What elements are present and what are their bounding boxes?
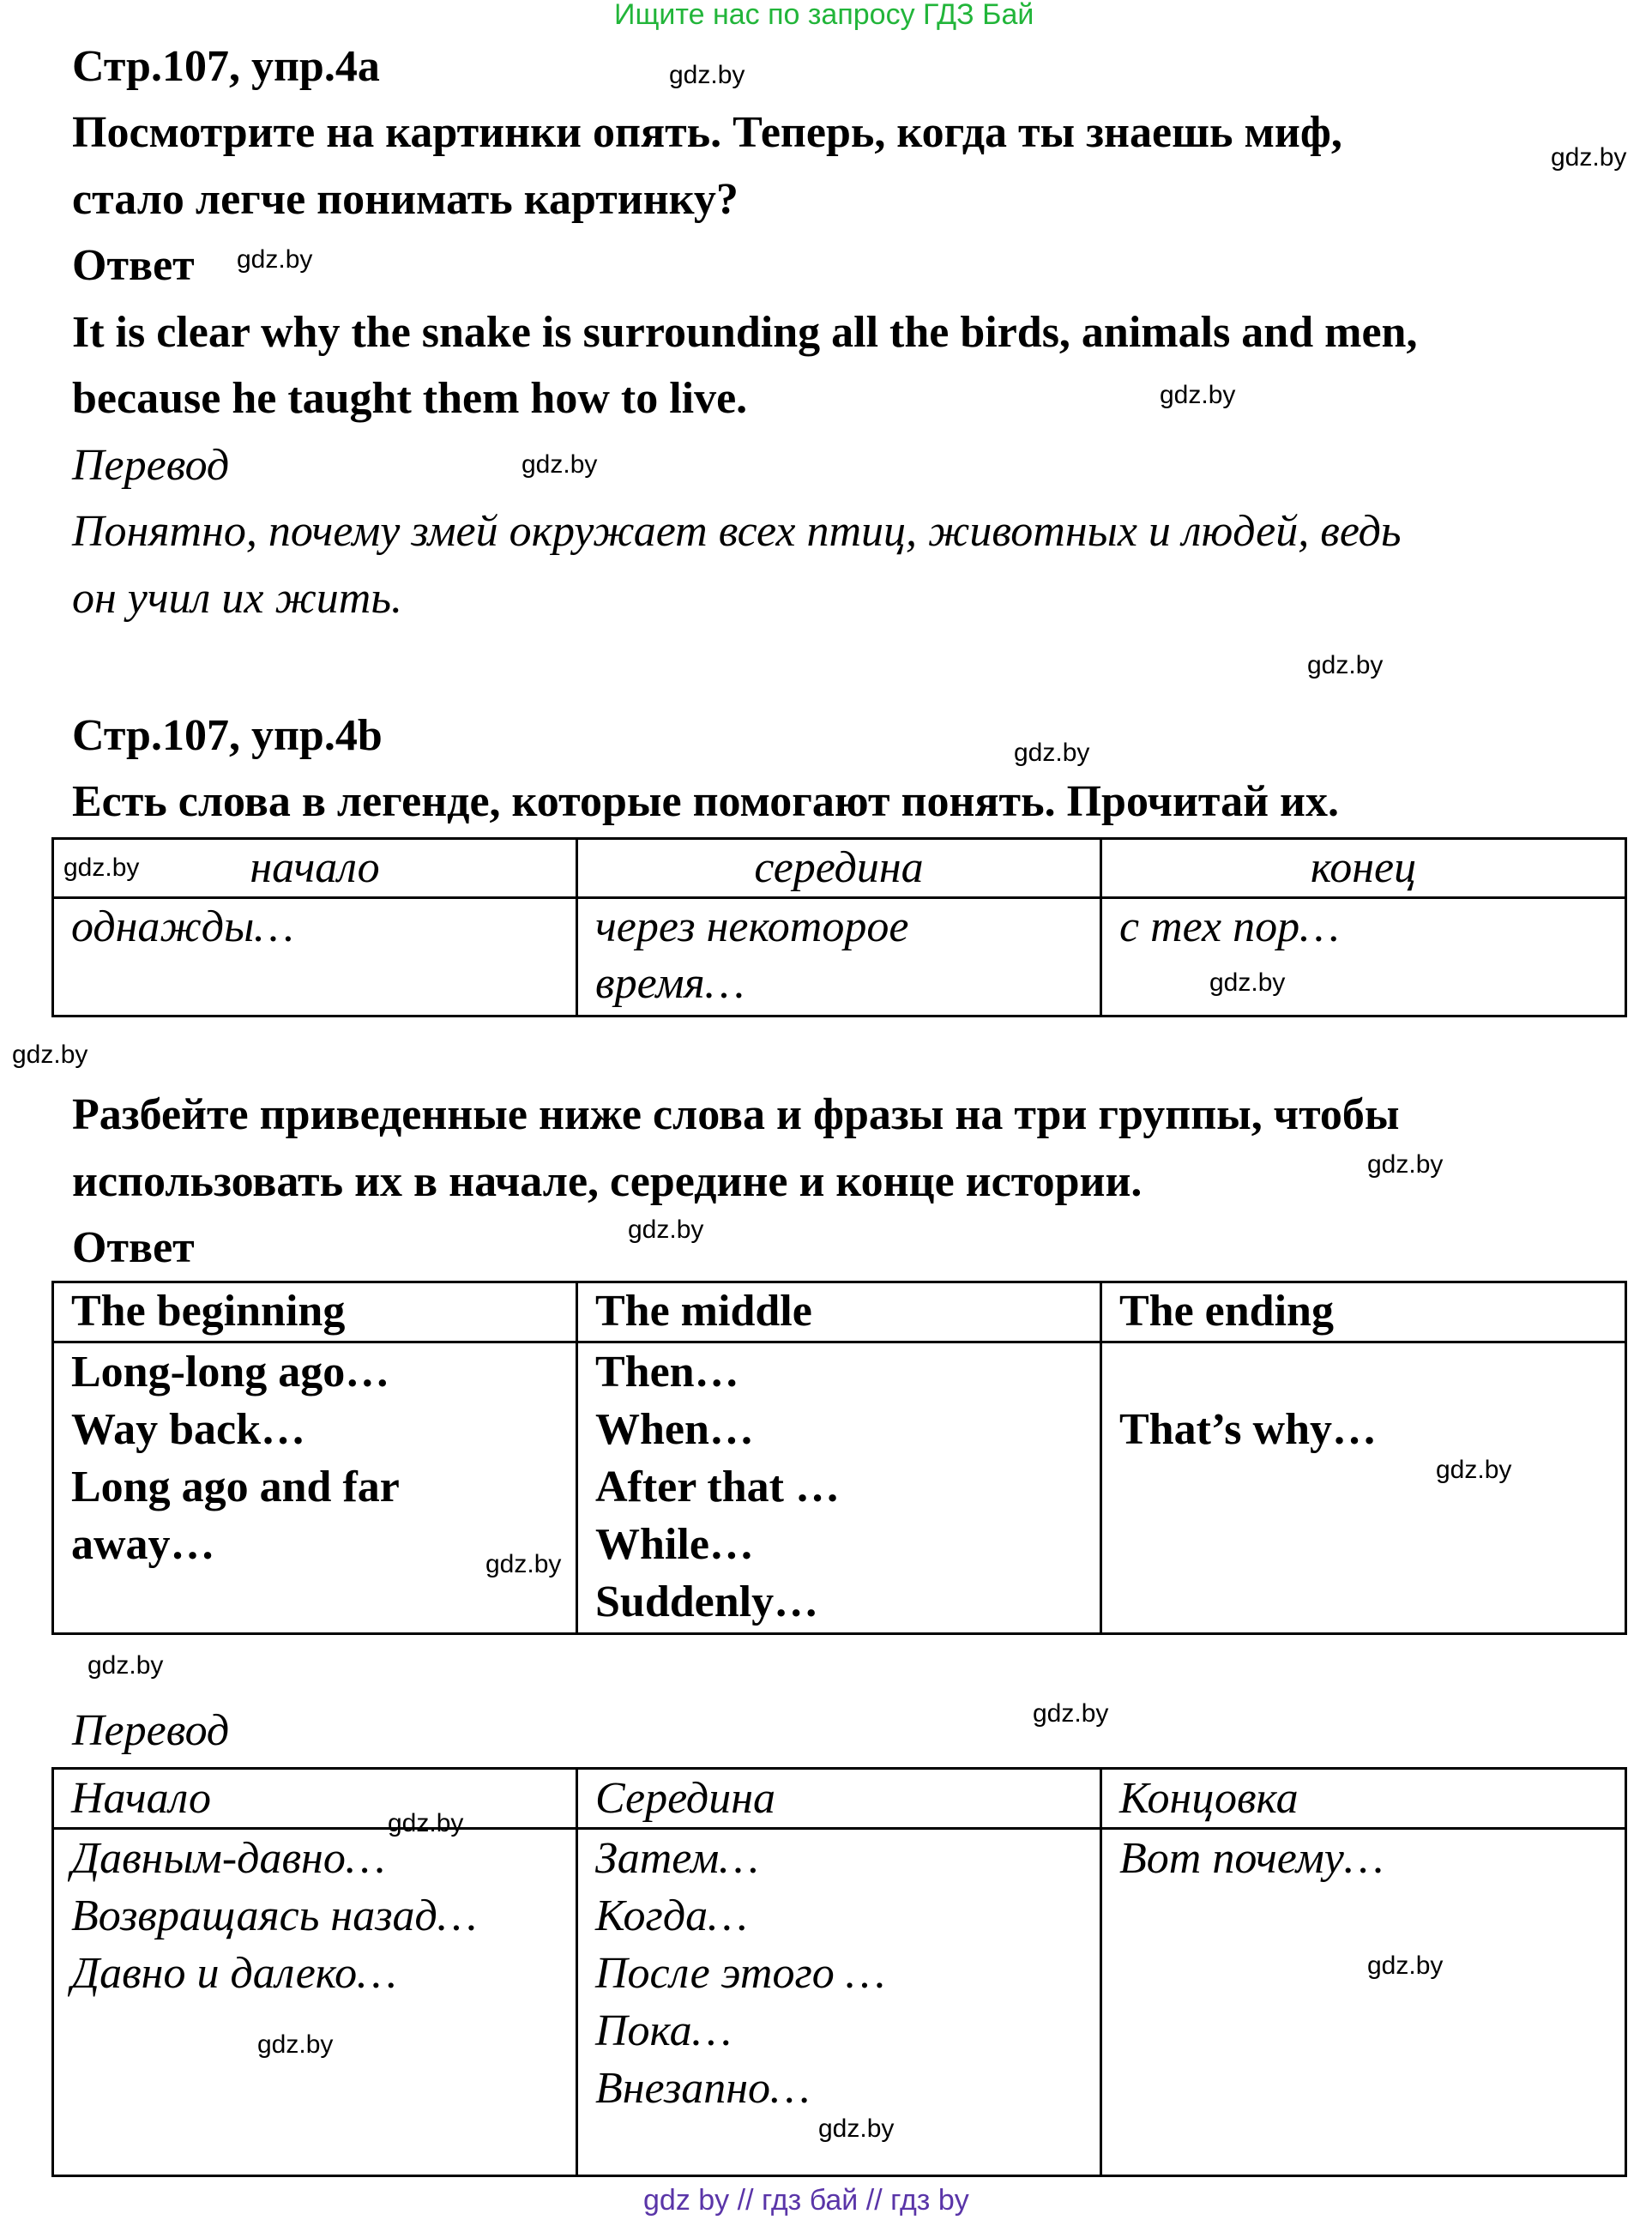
footer-links[interactable]: gdz by // гдз бай // гдз by: [643, 2184, 969, 2217]
cell-text: Возвращаясь назад…: [71, 1891, 478, 1940]
cell-text: away…: [71, 1520, 215, 1569]
watermark: gdz.by: [87, 1651, 164, 1680]
watermark: gdz.by: [628, 1216, 704, 1244]
watermark: gdz.by: [257, 2030, 334, 2059]
cell-text: Suddenly…: [595, 1578, 819, 1626]
cell-text: через некоторое: [595, 902, 909, 951]
words-table-cell-end: [1101, 898, 1626, 1016]
translation-table-header-middle: Середина: [577, 1769, 1101, 1829]
cell-text: Пока…: [595, 2006, 732, 2055]
cell-text: After that …: [595, 1463, 840, 1511]
cell-text: Way back…: [71, 1405, 306, 1454]
cell-text: Давно и далеко…: [71, 1949, 397, 1998]
words-table-cell-middle: [577, 898, 1101, 1016]
translation-table-header-ending: Концовка: [1101, 1769, 1626, 1829]
ex4b-task-line-2: использовать их в начале, середине и конце истории.: [72, 1157, 1143, 1206]
watermark: gdz.by: [818, 2114, 895, 2143]
ex4a-question-line-2: стало легче понимать картинку?: [72, 175, 739, 224]
watermark: gdz.by: [1033, 1699, 1109, 1728]
story-table-header-ending: The ending: [1101, 1282, 1626, 1342]
cell-text: Внезапно…: [595, 2064, 811, 2113]
top-banner: Ищите нас по запросу ГДЗ Бай: [614, 0, 1034, 31]
words-table-header-end: конец: [1101, 839, 1626, 898]
translation-table-cell-beginning: [53, 1829, 577, 2176]
watermark: gdz.by: [522, 450, 598, 479]
cell-text: When…: [595, 1405, 754, 1454]
cell-text: После этого …: [595, 1949, 885, 1998]
watermark: gdz.by: [485, 1550, 562, 1578]
watermark: gdz.by: [669, 61, 745, 89]
watermark: gdz.by: [1014, 739, 1090, 767]
ex4a-question-line-1: Посмотрите на картинки опять. Теперь, когда ты знаешь миф,: [72, 108, 1342, 157]
watermark: gdz.by: [1307, 651, 1384, 679]
words-table-header-middle: середина: [577, 839, 1101, 898]
cell-text: Давным-давно…: [71, 1834, 386, 1883]
words-table-header-beginning: начало: [53, 839, 577, 898]
watermark: gdz.by: [1160, 381, 1236, 409]
ex4a-translation-line-1: Понятно, почему змей окружает всех птиц, животных и людей, ведь: [72, 507, 1402, 556]
cell-text: Затем…: [595, 1834, 759, 1883]
ex4a-answer-label: Ответ: [72, 241, 195, 290]
watermark: gdz.by: [237, 245, 313, 274]
story-parts-table: [51, 1281, 1627, 1635]
story-table-cell-ending: [1101, 1342, 1626, 1634]
cell-text: Когда…: [595, 1891, 748, 1940]
cell-text: While…: [595, 1520, 754, 1569]
story-table-header-middle: The middle: [577, 1282, 1101, 1342]
ex4b-answer-label: Ответ: [72, 1223, 195, 1272]
story-table-cell-beginning: [53, 1342, 577, 1634]
ex4a-translation-line-2: он учил их жить.: [72, 574, 403, 623]
story-table-cell-middle: [577, 1342, 1101, 1634]
cell-text: Long ago and far: [71, 1463, 400, 1511]
ex4a-answer-line-1: It is clear why the snake is surrounding all the birds, animals and men,: [72, 308, 1418, 357]
ex4b-heading: Стр.107, упр.4b: [72, 711, 383, 760]
cell-text: Then…: [595, 1348, 739, 1397]
cell-text: That’s why…: [1119, 1405, 1378, 1454]
ex4a-translation-label: Перевод: [72, 441, 230, 490]
words-table-cell-beginning: [53, 898, 577, 1016]
watermark: gdz.by: [1367, 1952, 1444, 1980]
story-table-header-beginning: The beginning: [53, 1282, 577, 1342]
ex4a-answer-line-2: because he taught them how to live.: [72, 374, 748, 423]
ex4b-translation-label: Перевод: [72, 1706, 230, 1755]
ex4b-question: Есть слова в легенде, которые помогают понять. Прочитай их.: [72, 777, 1339, 826]
words-table: [51, 837, 1627, 1017]
translation-table-header-beginning: Начало: [53, 1769, 577, 1829]
cell-text: Long-long ago…: [71, 1348, 390, 1397]
ex4b-task-line-1: Разбейте приведенные ниже слова и фразы на три группы, чтобы: [72, 1090, 1400, 1139]
cell-text: однажды…: [71, 902, 294, 951]
watermark: gdz.by: [1209, 968, 1286, 997]
ex4a-heading: Стр.107, упр.4a: [72, 42, 380, 91]
watermark: gdz.by: [1551, 143, 1627, 172]
cell-text: Вот почему…: [1119, 1834, 1384, 1883]
watermark: gdz.by: [1367, 1150, 1444, 1179]
watermark: gdz.by: [388, 1809, 464, 1837]
translation-table-cell-ending: [1101, 1829, 1626, 2176]
cell-text: с тех пор…: [1119, 902, 1340, 951]
watermark: gdz.by: [12, 1041, 88, 1069]
watermark: gdz.by: [1436, 1456, 1512, 1484]
cell-text: время…: [595, 959, 745, 1008]
watermark: gdz.by: [63, 854, 140, 882]
